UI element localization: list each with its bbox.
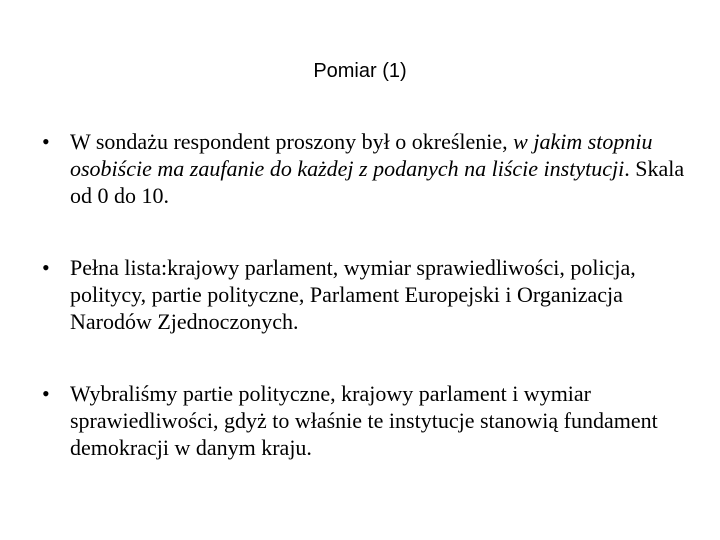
bullet-item-selection bbox=[36, 380, 686, 461]
bullet-text-plain: W sondażu respondent proszony był o określenie, bbox=[70, 129, 514, 154]
bullet-icon: • bbox=[42, 129, 50, 154]
bullet-text: Pełna lista:krajowy parlament, wymiar sprawiedliwości, policja, politycy, partie polityczne, Parlament Europejski i Organizacja Narodów Zjednoczonych. bbox=[70, 255, 636, 334]
slide-title: Pomiar (1) bbox=[313, 60, 407, 82]
bullet-item-full-list bbox=[36, 254, 686, 335]
bullet-list bbox=[36, 128, 686, 461]
bullet-text-italic: w jakim stopniu osobiście ma zaufanie do każdej z podanych na liście instytucji bbox=[70, 129, 653, 181]
bullet-text: Wybraliśmy partie polityczne, krajowy parlament i wymiar sprawiedliwości, gdyż to właśnie te instytucje stanowią fundament demokracji w danym kraju. bbox=[70, 381, 658, 460]
bullet-icon: • bbox=[42, 255, 50, 280]
bullet-icon: • bbox=[42, 381, 50, 406]
bullet-text-plain: . Skala od 0 do 10. bbox=[70, 156, 685, 208]
bullet-item-survey-question bbox=[36, 128, 686, 209]
